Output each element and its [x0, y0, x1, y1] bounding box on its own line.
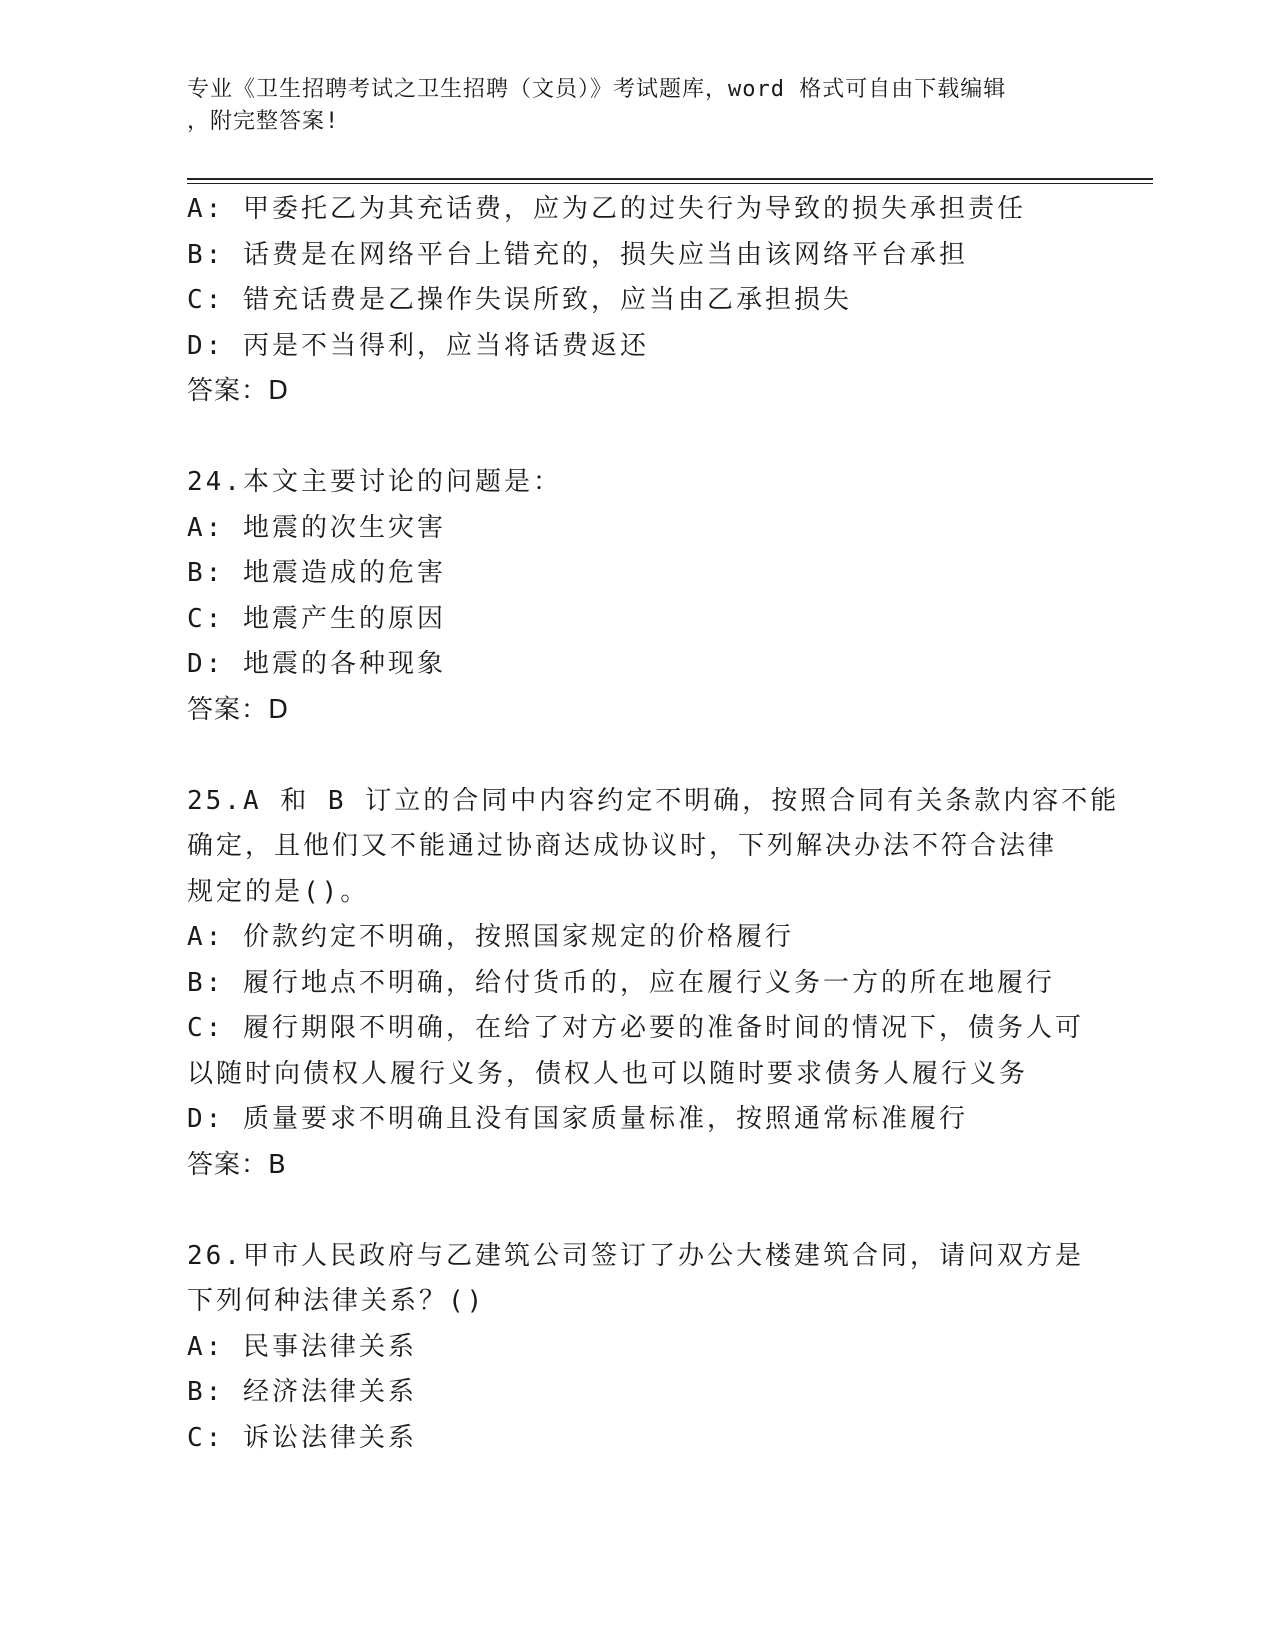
header-divider-thick [187, 178, 1153, 180]
document-header [187, 74, 1087, 138]
question-stem-line-2: 下列何种法律关系？() [187, 1286, 486, 1316]
option-b: B: 履行地点不明确，给付货币的，应在履行义务一方的所在地履行 [187, 967, 1055, 998]
option-a: A: 甲委托乙为其充话费，应为乙的过失行为导致的损失承担责任 [187, 194, 1026, 224]
question-stem: 24.本文主要讨论的问题是： [187, 467, 562, 497]
header-line-1: 专业《卫生招聘考试之卫生招聘（文员）》考试题库，word 格式可自由下载编辑 [187, 77, 1007, 102]
option-c-continued: 以随时向债权人履行义务，债权人也可以随时要求债务人履行义务 [187, 1058, 1029, 1089]
option-b: B: 地震造成的危害 [187, 558, 446, 588]
option-b: B: 话费是在网络平台上错充的，损失应当由该网络平台承担 [187, 239, 968, 270]
question-stem-line-1: 25.A 和 B 订立的合同中内容约定不明确，按照合同有关条款内容不能 [187, 785, 1120, 816]
header-line-2: ，附完整答案! [187, 109, 340, 134]
option-b: B: 经济法律关系 [187, 1377, 417, 1407]
question-25 [187, 779, 1120, 1189]
option-c: C: 错充话费是乙操作失误所致，应当由乙承担损失 [187, 285, 852, 315]
spacer [187, 415, 1087, 461]
spacer [187, 1188, 1087, 1234]
option-c: C: 地震产生的原因 [187, 603, 446, 634]
question-stem-line-1: 26.甲市人民政府与乙建筑公司签订了办公大楼建筑合同，请问双方是 [187, 1240, 1084, 1271]
header-divider-thin [187, 183, 1153, 184]
option-a: A: 价款约定不明确，按照国家规定的价格履行 [187, 922, 794, 952]
question-stem-line-2: 确定，且他们又不能通过协商达成协议时，下列解决办法不符合法律 [187, 831, 1058, 861]
question-23 [187, 187, 1087, 415]
answer: 答案：D [187, 376, 290, 406]
option-d: D: 丙是不当得利，应当将话费返还 [187, 330, 649, 361]
option-d: D: 地震的各种现象 [187, 649, 446, 679]
question-stem-line-3: 规定的是()。 [187, 876, 370, 907]
option-a: A: 民事法律关系 [187, 1331, 417, 1362]
answer: 答案：B [187, 1149, 287, 1180]
answer: 答案：D [187, 694, 290, 725]
question-24 [187, 460, 1087, 733]
option-c: C: 诉讼法律关系 [187, 1422, 417, 1453]
question-list [187, 187, 1120, 1461]
option-a: A: 地震的次生灾害 [187, 512, 446, 543]
option-d: D: 质量要求不明确且没有国家质量标准，按照通常标准履行 [187, 1104, 968, 1134]
spacer [187, 733, 1087, 779]
question-26 [187, 1234, 1087, 1462]
option-c: C: 履行期限不明确，在给了对方必要的准备时间的情况下，债务人可 [187, 1013, 1084, 1043]
